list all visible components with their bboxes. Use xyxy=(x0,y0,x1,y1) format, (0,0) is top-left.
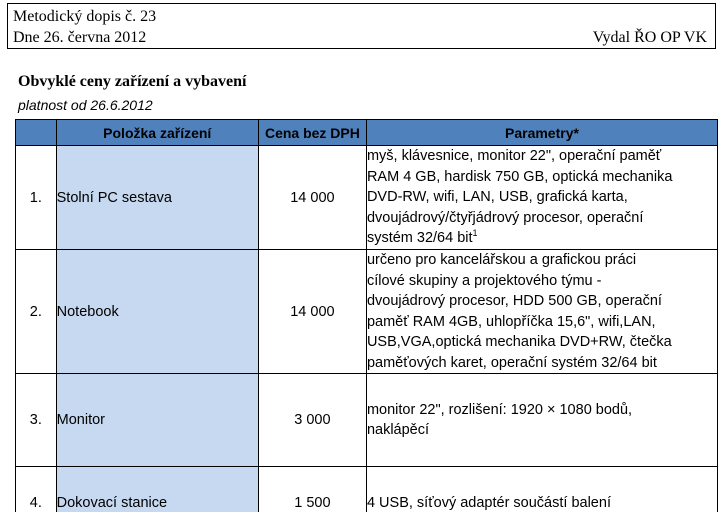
equipment-price-table xyxy=(15,119,718,512)
row-item: Notebook xyxy=(56,250,258,374)
validity-note: platnost od 26.6.2012 xyxy=(18,97,153,113)
footnote-mark: 1 xyxy=(472,228,478,239)
col-header-price: Cena bez DPH xyxy=(258,120,366,146)
param-line: určeno pro kancelářskou a grafickou práci xyxy=(366,252,637,268)
param-line: dvoujádrový/čtyřjádrový procesor, operační xyxy=(366,209,644,226)
letter-header xyxy=(7,3,716,49)
section-title: Obvyklé ceny zařízení a vybavení xyxy=(18,73,247,90)
row-params xyxy=(366,374,717,467)
table-row xyxy=(16,146,718,250)
param-line: RAM 4 GB, hardisk 750 GB, optická mechanika xyxy=(366,168,673,185)
table-row xyxy=(16,250,718,374)
param-line: paměť RAM 4GB, uhlopříčka 15,6", wifi,LAN, xyxy=(366,313,656,330)
row-price: 1 500 xyxy=(258,467,366,512)
table-row xyxy=(16,467,718,512)
param-line xyxy=(367,228,717,249)
param-line: naklápěcí xyxy=(366,422,430,438)
table-row xyxy=(16,374,718,467)
row-price: 14 000 xyxy=(258,146,366,250)
table-header-row xyxy=(16,120,718,146)
param-line: dvoujádrový procesor, HDD 500 GB, operační xyxy=(366,293,662,309)
row-number: 1. xyxy=(16,146,57,250)
row-number: 2. xyxy=(16,250,57,374)
letter-date: Dne 26. června 2012 xyxy=(13,29,147,46)
row-item: Stolní PC sestava xyxy=(56,146,258,250)
param-line: USB,VGA,optická mechanika DVD+RW, čtečka xyxy=(366,334,672,350)
col-header-item: Položka zařízení xyxy=(56,120,258,146)
param-line: paměťových karet, operační systém 32/64 bit xyxy=(366,354,657,371)
param-line: monitor 22", rozlišení: 1920 × 1080 bodů, xyxy=(366,401,633,418)
row-price: 14 000 xyxy=(258,250,366,374)
row-number: 3. xyxy=(16,374,57,467)
row-params xyxy=(366,250,717,374)
param-line: DVD-RW, wifi, LAN, USB, grafická karta, xyxy=(366,189,628,205)
row-number: 4. xyxy=(16,467,57,512)
param-line: myš, klávesnice, monitor 22", operační paměť xyxy=(366,148,662,164)
letter-number: Metodický dopis č. 23 xyxy=(13,8,157,25)
row-params xyxy=(366,467,717,512)
letter-issuer: Vydal ŘO OP VK xyxy=(592,29,707,46)
col-header-number xyxy=(16,120,57,146)
param-line-text: systém 32/64 bit xyxy=(366,230,473,246)
row-params xyxy=(366,146,717,250)
col-header-params: Parametry* xyxy=(366,120,717,146)
param-line: 4 USB, síťový adaptér součástí balení xyxy=(366,494,611,511)
row-item: Dokovací stanice xyxy=(56,467,258,512)
row-item: Monitor xyxy=(56,374,258,467)
param-line: cílové skupiny a projektového týmu - xyxy=(366,272,602,289)
row-price: 3 000 xyxy=(258,374,366,467)
